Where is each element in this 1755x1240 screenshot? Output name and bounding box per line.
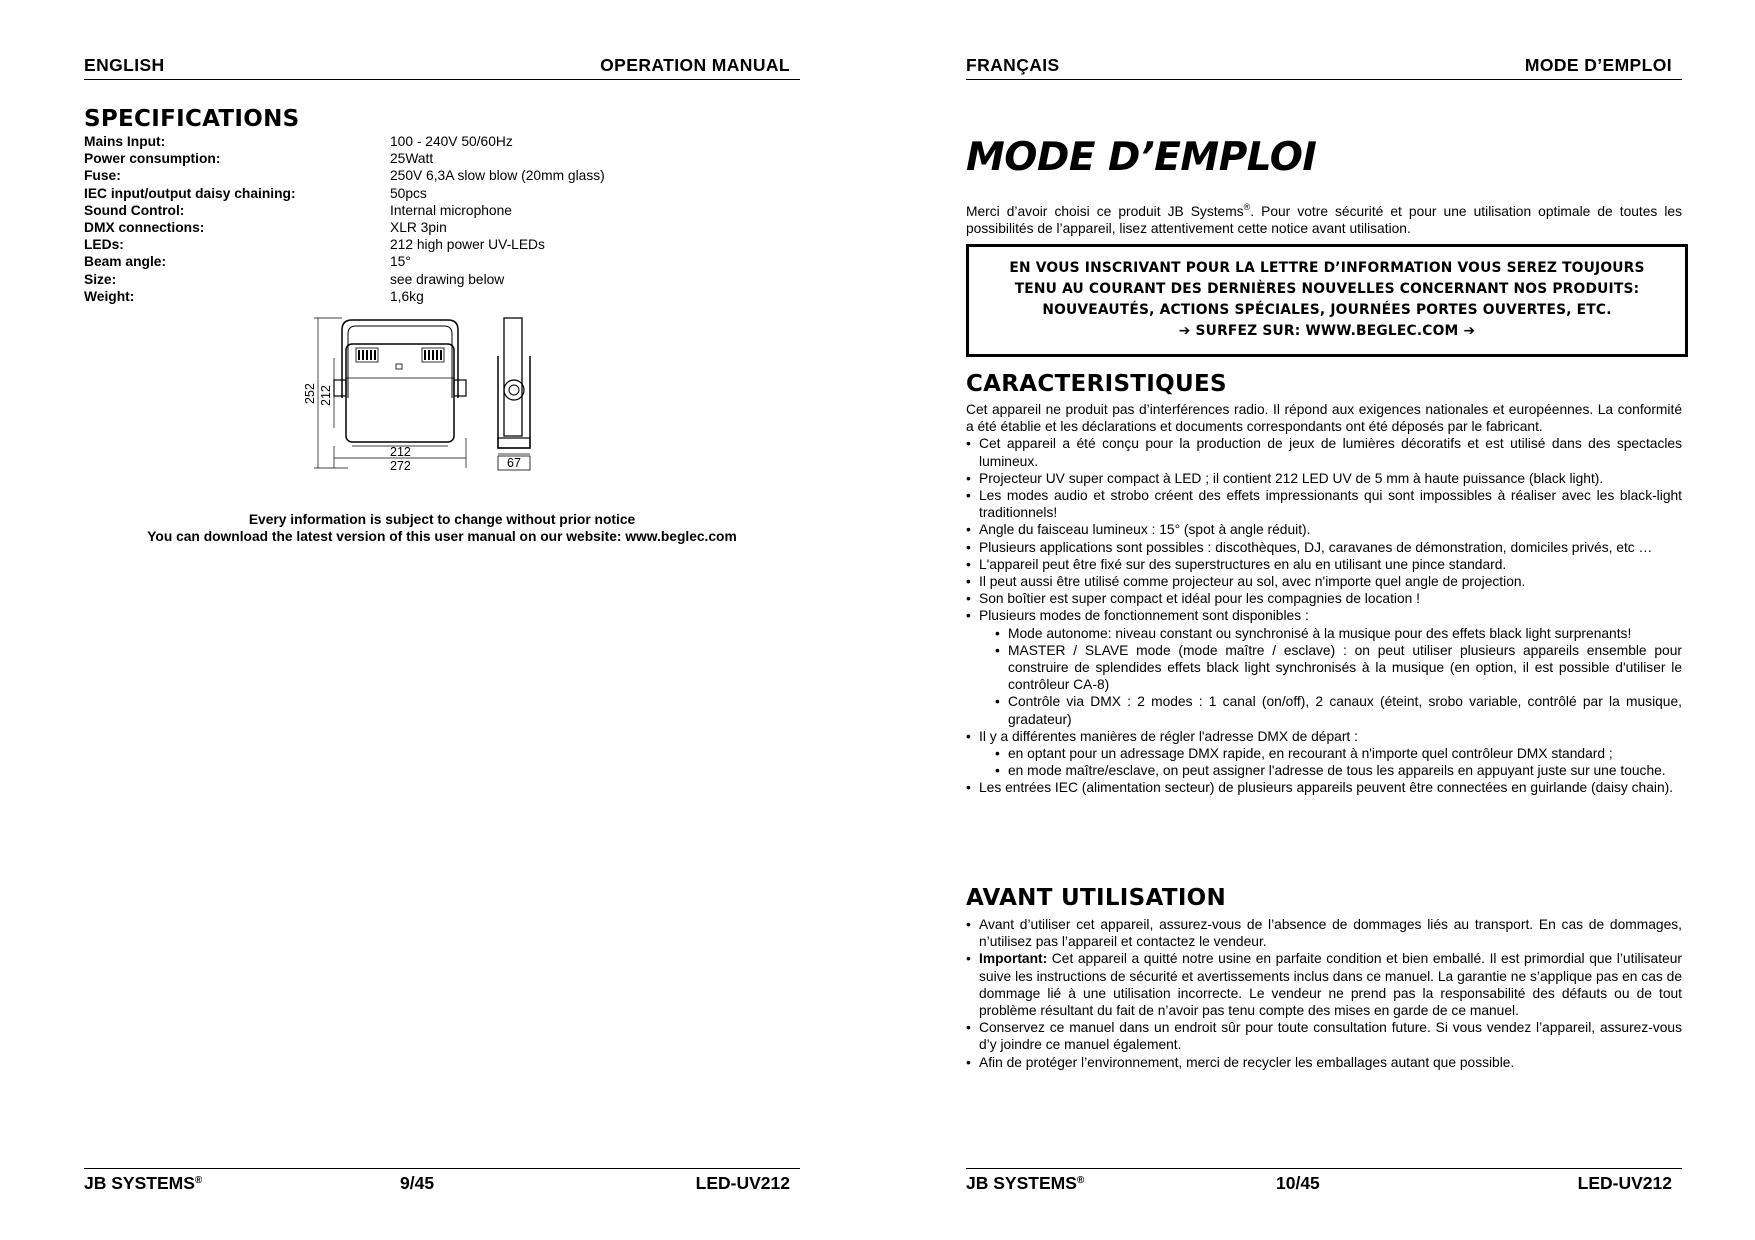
dim-height-outer: 252 (303, 383, 317, 404)
spec-value: Internal microphone (390, 202, 512, 218)
dimension-drawing (303, 318, 668, 498)
sub-list-item: • en optant pour un adressage DMX rapide, en recourant à n'importe quel contrôleur DMX standard ; (966, 745, 1682, 762)
dim-depth: 67 (507, 456, 521, 470)
spec-value: 1,6kg (390, 288, 424, 304)
avant-utilisation-section (966, 916, 1682, 1071)
list-item: • L'appareil peut être fixé sur des superstructures en alu en utilisant une pince standard. (966, 556, 1682, 573)
spec-row (84, 288, 800, 305)
dim-width-outer: 272 (390, 459, 411, 473)
header-section: MODE D’EMPLOI (1524, 55, 1672, 75)
sub-list-item: • Mode autonome: niveau constant ou synchronisé à la musique pour des effets black light surprenants! (966, 625, 1682, 642)
spec-row (84, 185, 800, 202)
caracteristiques-intro: Cet appareil ne produit pas d’interférences radio. Il répond aux exigences nationales et européennes. La conformité a été établie et les déclarations et documents correspondants ont été déposés par le fabricant. (966, 402, 1682, 435)
spec-row (84, 150, 800, 167)
caracteristiques-section (966, 401, 1682, 797)
list-item: • Les entrées IEC (alimentation secteur) de plusieurs appareils peuvent être connectées en guirlande (daisy chain). (966, 779, 1682, 796)
intro-paragraph: Merci d’avoir choisi ce produit JB Systems®. Pour votre sécurité et pour une utilisation optimale de toutes les possibilités de l’appareil, lisez attentivement cette notice avant utilisation. (966, 202, 1682, 237)
spec-label: Fuse: (84, 168, 121, 184)
page-title: MODE D’EMPLOI (966, 135, 1317, 180)
spec-row (84, 253, 800, 270)
newsletter-line-3: NOUVEAUTÉS, ACTIONS SPÉCIALES, JOURNÉES PORTES OUVERTES, ETC. (1042, 302, 1612, 318)
list-item: • Son boîtier est super compact et idéal pour les compagnies de location ! (966, 590, 1682, 607)
list-item: • Plusieurs modes de fonctionnement sont disponibles : (966, 607, 1682, 624)
newsletter-box (966, 244, 1688, 357)
notice-line-2: You can download the latest version of this user manual on our website: www.beglec.com (147, 529, 737, 545)
spec-label: DMX connections: (84, 219, 205, 235)
spec-row (84, 202, 800, 219)
dim-width-inner: 212 (390, 445, 411, 459)
avant-utilisation-heading: AVANT UTILISATION (966, 885, 1227, 911)
caracteristiques-heading: CARACTERISTIQUES (966, 371, 1227, 397)
spec-label: LEDs: (84, 237, 124, 253)
specifications-table (84, 133, 800, 305)
page-footer (84, 1168, 800, 1198)
footer-model: LED-UV212 (1577, 1173, 1672, 1193)
spec-label: Sound Control: (84, 202, 185, 218)
page-header (84, 54, 800, 80)
notice-line-1: Every information is subject to change without prior notice (248, 512, 636, 527)
spec-label: Power consumption: (84, 151, 221, 167)
specifications-heading: SPECIFICATIONS (84, 106, 300, 132)
list-item: • Conservez ce manuel dans un endroit sûr pour toute consultation future. Si vous vendez l’appareil, assurez-vous d’y joindre ce manuel également. (966, 1019, 1682, 1053)
header-language: FRANÇAIS (966, 55, 1060, 75)
sub-list-item: • MASTER / SLAVE mode (mode maître / esclave) : on peut utiliser plusieurs appareils ensemble pour construire de splendides effets black light synchronisés à la musique (en option, il est possible d'utiliser le contrôleur CA-8) (966, 642, 1682, 694)
list-item: • Afin de protéger l’environnement, merci de recycler les emballages autant que possible. (966, 1054, 1682, 1071)
footer-page-number: 9/45 (400, 1173, 435, 1193)
list-item: • Cet appareil a été conçu pour la production de jeux de lumières décoratifs et est utilisé dans des spectacles lumineux. (966, 435, 1682, 469)
spec-label: Weight: (84, 288, 135, 304)
newsletter-link[interactable]: ➔ SURFEZ SUR: WWW.BEGLEC.COM ➔ (1178, 323, 1476, 339)
list-item: • Avant d’utiliser cet appareil, assurez-vous de l’absence de dommages liés au transport. En cas de dommages, n’utilisez pas l’appareil et contactez le vendeur. (966, 916, 1682, 950)
footer-model: LED-UV212 (695, 1173, 790, 1193)
spec-value: 250V 6,3A slow blow (20mm glass) (390, 168, 605, 184)
footer-brand: JB SYSTEMS® (966, 1173, 1085, 1193)
dim-height-inner: 212 (319, 385, 333, 406)
sub-list-item: • en mode maître/esclave, on peut assigner l'adresse de tous les appareils en appuyant juste sur une touche. (966, 762, 1682, 779)
change-notice (84, 511, 800, 545)
spec-row (84, 219, 800, 236)
spec-row (84, 236, 800, 253)
list-item: • Plusieurs applications sont possibles : discothèques, DJ, caravanes de démonstration, domiciles privés, etc … (966, 539, 1682, 556)
list-item: • Important: Cet appareil a quitté notre usine en parfaite condition et bien emballé. Il est primordial que l’utilisateur suive les instructions de sécurité et avertissements inclus dans ce manuel. La garantie ne s’applique pas en cas de dommage lié à une utilisation incorrecte. Le vendeur ne prend pas la responsabilité des défauts ou de tout problème résultant du fait de n’avoir pas tenu compte des mises en garde de ce manuel. (966, 950, 1682, 1019)
spec-label: Size: (84, 271, 117, 287)
spec-value: 50pcs (390, 185, 427, 201)
spec-row (84, 271, 800, 288)
spec-label: Beam angle: (84, 254, 167, 270)
spec-value: 25Watt (390, 151, 434, 167)
spec-value: 15° (390, 254, 411, 270)
spec-value: see drawing below (390, 271, 505, 287)
left-page (84, 0, 800, 1240)
newsletter-line-2: TENU AU COURANT DES DERNIÈRES NOUVELLES CONCERNANT NOS PRODUITS: (1014, 281, 1640, 297)
newsletter-line-1: EN VOUS INSCRIVANT POUR LA LETTRE D’INFORMATION VOUS SEREZ TOUJOURS (1009, 260, 1645, 276)
footer-brand: JB SYSTEMS® (84, 1173, 203, 1193)
spec-label: IEC input/output daisy chaining: (84, 185, 296, 201)
list-item: • Il y a différentes manières de régler l'adresse DMX de départ : (966, 728, 1682, 745)
list-item: • Les modes audio et strobo créent des effets impressionants qui sont impossibles à réaliser avec les black-light traditionnels! (966, 487, 1682, 521)
header-section: OPERATION MANUAL (600, 55, 790, 75)
sub-list-item: • Contrôle via DMX : 2 modes : 1 canal (on/off), 2 canaux (éteint, srobo variable, contrôlé par la musique, gradateur) (966, 693, 1682, 727)
spec-value: 212 high power UV-LEDs (390, 237, 545, 253)
spec-row (84, 167, 800, 184)
spec-value: XLR 3pin (390, 219, 447, 235)
list-item: • Angle du faisceau lumineux : 15° (spot à angle réduit). (966, 521, 1682, 538)
spec-row (84, 133, 800, 150)
list-item: • Il peut aussi être utilisé comme projecteur au sol, avec n'importe quel angle de projection. (966, 573, 1682, 590)
page-header (966, 54, 1682, 80)
right-page (966, 0, 1682, 1240)
footer-page-number: 10/45 (1276, 1173, 1320, 1193)
spec-label: Mains Input: (84, 134, 166, 149)
spec-value: 100 - 240V 50/60Hz (390, 134, 513, 149)
header-language: ENGLISH (84, 55, 165, 75)
list-item: • Projecteur UV super compact à LED ; il contient 212 LED UV de 5 mm à haute puissance (black light). (966, 470, 1682, 487)
page-footer (966, 1168, 1682, 1198)
